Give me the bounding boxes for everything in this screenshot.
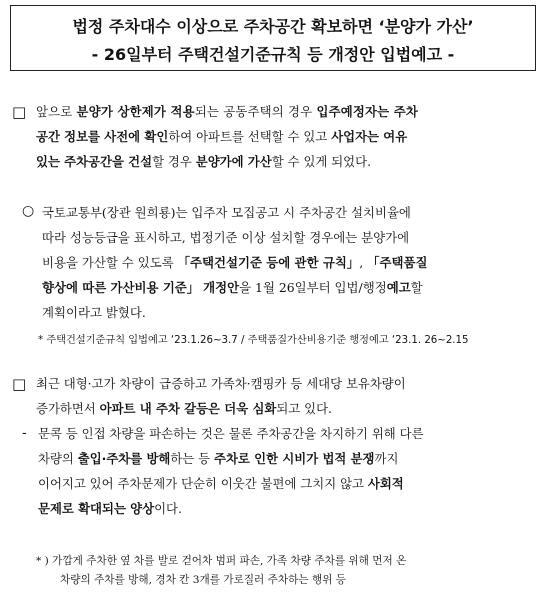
- paragraph-2-line-2: 따라 성능등급을 표시하고, 법정기준 이상 설치할 경우에는 분양가에: [42, 230, 410, 245]
- title-box: [10, 5, 536, 71]
- paragraph-3-line-2: 증가하면서 아파트 내 주차 갈등은 더욱 심화되고 있다.: [36, 402, 332, 416]
- title-main: 법정 주차대수 이상으로 주차공간 확보하면 ‘분양가 가산’: [72, 17, 474, 36]
- paragraph-4-line-3: 이어지고 있어 주차문제가 단순히 이웃간 불편에 그치지 않고 사회적: [38, 477, 404, 491]
- circle-bullet: ○: [22, 203, 35, 219]
- paragraph-4-line-4: 문제로 확대되는 양상이다.: [38, 502, 182, 516]
- footnote-line-2: 차량의 주차를 방해, 경차 칸 3개를 가로질러 주차하는 행위 등: [60, 574, 347, 586]
- paragraph-3-line-1: 최근 대형·고가 차량이 급증하고 가족차·캠핑카 등 세대당 보유차량이: [36, 377, 406, 391]
- paragraph-2-line-5: 계획이라고 밝혔다.: [42, 305, 146, 320]
- paragraph-4: [38, 422, 544, 522]
- square-bullet: □: [12, 375, 27, 393]
- footnote-line-1: * ) 가깝게 주차한 옆 차를 발로 걷어차 범퍼 파손, 가족 차량 주차를 위해 먼저 온: [36, 555, 407, 567]
- paragraph-1: [36, 100, 544, 175]
- schedule-note: * 주택건설기준규칙 입법예고 ‘23.1.26~3.7 / 주택품질가산비용기준 행정예고 ‘23.1. 26~2.15: [38, 335, 469, 346]
- paragraph-4-line-1: 문콕 등 인접 차량을 파손하는 것은 물론 주차공간을 차지하기 위해 다른: [38, 427, 424, 441]
- paragraph-3: [36, 372, 544, 422]
- square-bullet: □: [12, 103, 27, 121]
- paragraph-1-line-2: 공간 정보를 사전에 확인하여 아파트를 선택할 수 있고 사업자는 여유: [36, 130, 408, 144]
- paragraph-2: [42, 200, 542, 325]
- paragraph-2-line-1: 국토교통부(장관 원희룡)는 입주자 모집공고 시 주차공간 설치비율에: [42, 205, 411, 220]
- dash-bullet: -: [22, 425, 27, 441]
- paragraph-2-line-4: 향상에 따른 가산비용 기준」 개정안을 1월 26일부터 입법/행정예고할: [42, 280, 423, 295]
- paragraph-4-line-2: 차량의 출입·주차를 방해하는 등 주차로 인한 시비가 법적 분쟁까지: [38, 452, 399, 466]
- title-subtitle: - 26일부터 주택건설기준규칙 등 개정안 입법예고 -: [91, 45, 455, 64]
- paragraph-1-line-1: 앞으로 분양가 상한제가 적용되는 공동주택의 경우 입주예정자는 주차: [36, 105, 419, 119]
- paragraph-2-line-3: 비용을 가산할 수 있도록 「주택건설기준 등에 관한 규칙」, 「주택품질: [42, 255, 428, 270]
- paragraph-1-line-3: 있는 주차공간을 건설할 경우 분양가에 가산할 수 있게 되었다.: [36, 155, 371, 169]
